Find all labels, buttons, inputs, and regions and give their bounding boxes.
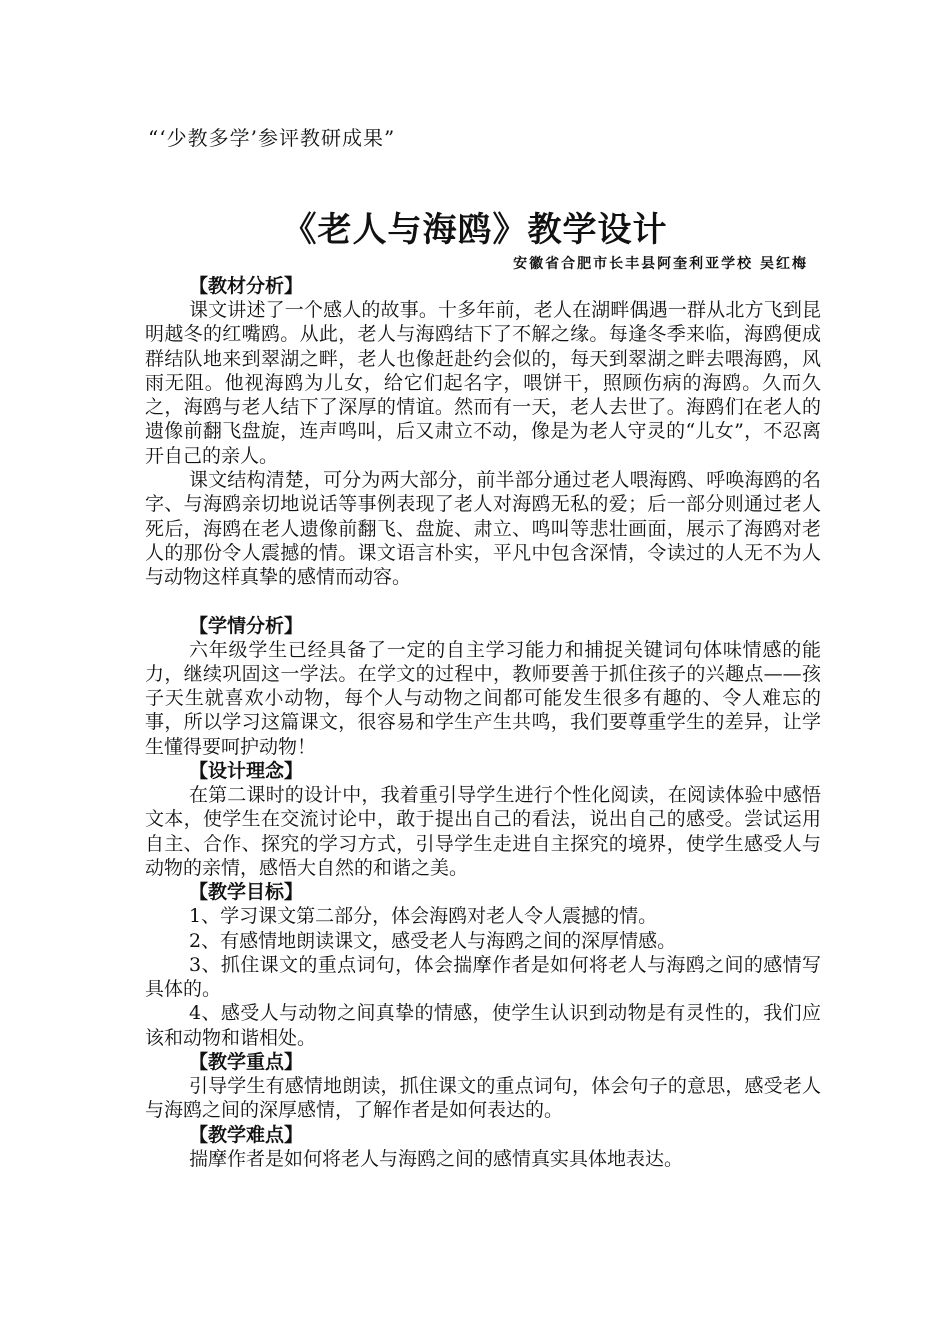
section-heading: 【教材分析】 xyxy=(189,275,304,297)
section-difficulty xyxy=(145,1123,821,1171)
section-heading: 【教学重点】 xyxy=(189,1051,304,1074)
list-item: 3、抓住课文的重点词句，体会揣摩作者是如何将老人与海鸥之间的感情写具体的。 xyxy=(145,953,821,1001)
paragraph: 揣摩作者是如何将老人与海鸥之间的感情真实具体地表达。 xyxy=(189,1147,684,1170)
header-note: “‘少教多学’参评教研成果” xyxy=(148,126,396,150)
list-item: 4、感受人与动物之间真挚的情感，使学生认识到动物是有灵性的，我们应该和动物和谐相处。 xyxy=(145,1002,821,1049)
spacer xyxy=(145,590,821,614)
list-item: 1、学习课文第二部分，体会海鸥对老人令人震撼的情。 xyxy=(189,905,658,928)
list-item: 2、有感情地朗读课文，感受老人与海鸥之间的深厚情感。 xyxy=(189,929,677,952)
paragraph: 课文结构清楚，可分为两大部分，前半部分通过老人喂海鸥、呼唤海鸥的名字、与海鸥亲切地说话等事例表现了老人对海鸥无私的爱；后一部分则通过老人死后，海鸥在老人遗像前翻飞、盘旋、肃立、鸣叫等悲壮画面，展示了海鸥对老人的那份令人震撼的情。课文语言朴实，平凡中包含深情，令读过的人无不为人与动物这样真挚的感情而动容。 xyxy=(145,469,821,589)
paragraph: 引导学生有感情地朗读，抓住课文的重点词句，体会句子的意思，感受老人与海鸥之间的深厚感情，了解作者是如何表达的。 xyxy=(145,1075,821,1122)
section-students xyxy=(145,614,821,759)
document-body xyxy=(145,274,821,1171)
paragraph: 在第二课时的设计中，我着重引导学生进行个性化阅读，在阅读体验中感悟文本，使学生在交流讨论中，敢于提出自己的看法，说出自己的感受。尝试运用自主、合作、探究的学习方式，引导学生走进自主探究的境界，使学生感受人与动物的亲情，感悟大自然的和谐之美。 xyxy=(145,784,821,879)
section-goals xyxy=(145,880,821,1050)
author-line: 安徽省合肥市长丰县阿奎利亚学校 吴红梅 xyxy=(513,256,808,272)
section-heading: 【学情分析】 xyxy=(189,614,304,637)
section-focus xyxy=(145,1050,821,1123)
section-heading: 【设计理念】 xyxy=(189,760,304,783)
section-materials xyxy=(145,274,821,590)
section-concept xyxy=(145,759,821,880)
page-title: 《老人与海鸥》教学设计 xyxy=(282,210,668,250)
section-heading: 【教学难点】 xyxy=(189,1123,304,1146)
paragraph: 六年级学生已经具备了一定的自主学习能力和捕捉关键词句体味情感的能力，继续巩固这一学法。在学文的过程中，教师要善于抓住孩子的兴趣点——孩子天生就喜欢小动物，每个人与动物之间都可能发生很多有趣的、令人难忘的事，所以学习这篇课文，很容易和学生产生共鸣，我们要尊重学生的差异，让学生懂得要呵护动物！ xyxy=(145,638,821,758)
paragraph: 课文讲述了一个感人的故事。十多年前，老人在湖畔偶遇一群从北方飞到昆明越冬的红嘴鸥。从此，老人与海鸥结下了不解之缘。每逢冬季来临，海鸥便成群结队地来到翠湖之畔，老人也像赶赴约会似的，每天到翠湖之畔去喂海鸥，风雨无阻。他视海鸥为儿女，给它们起名字，喂饼干，照顾伤病的海鸥。久而久之，海鸥与老人结下了深厚的情谊。然而有一天，老人去世了。海鸥们在老人的遗像前翻飞盘旋，连声鸣叫，后又肃立不动，像是为老人守灵的“儿女”，不忍离开自己的亲人。 xyxy=(145,299,821,467)
section-heading: 【教学目标】 xyxy=(189,881,304,904)
